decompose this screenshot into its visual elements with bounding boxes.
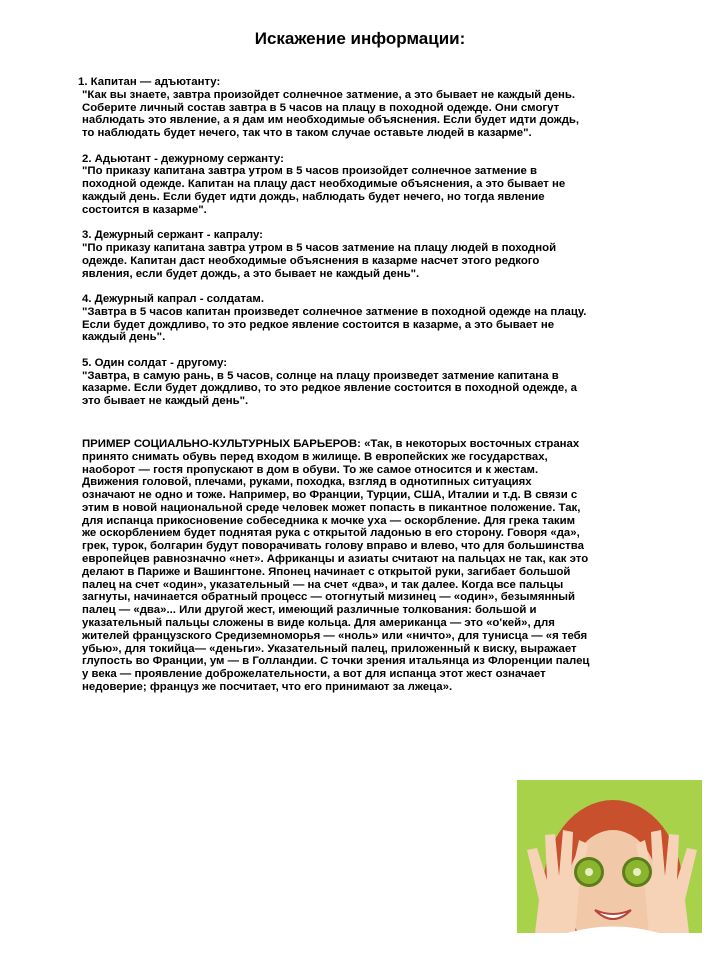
item-heading: 1. Капитан — адъютанту: xyxy=(78,76,221,88)
page-title: Искажение информации: xyxy=(254,29,466,48)
item-quote: "Завтра, в самую рань, в 5 часов, солнце на плацу произведет затмение капитана в казарме. Если будет дождливо, то это редкое явление состоится в походной одежде, а это бывает не каждый день". xyxy=(82,369,577,408)
item-quote: "Как вы знаете, завтра произойдет солнечное затмение, а это бывает не каждый день. Соберите личный состав завтра в 5 часов на плацу в походной одежде. Они смогут наблюдать это явление, а я дам им необходимые объяснения. Если будет идти дождь, то наблюдать будет нечего, так что в таком случае оставьте людей в казарме". xyxy=(82,88,580,140)
list-item xyxy=(82,229,682,280)
item-heading: 3. Дежурный сержант - капралу: xyxy=(82,229,263,242)
list-item xyxy=(82,293,682,344)
list-item xyxy=(82,153,682,217)
item-heading: 5. Один солдат - другому: xyxy=(82,356,228,369)
document-body xyxy=(78,76,682,694)
item-heading: 4. Дежурный капрал - солдатам. xyxy=(82,292,264,305)
item-quote: "Завтра в 5 часов капитан произведет солнечное затмение в походной одежде на плацу. Если будет дождливо, то это редкое явление состоится в казарме, а это бывает не каждый день". xyxy=(82,305,587,344)
item-heading: 2. Адьютант - дежурному сержанту: xyxy=(82,152,284,165)
list-item xyxy=(78,76,682,140)
woman-kiwi-eyes-photo xyxy=(517,780,702,933)
list-item xyxy=(82,357,682,408)
item-quote: "По приказу капитана завтра утром в 5 часов произойдет солнечное затмение в походной одежде. Капитан на плацу даст необходимые объяснения, а это бывает не каждый день. Если будет идти дождь, наблюдать будет нечего, но тогда явление состоится в казарме". xyxy=(82,165,566,216)
item-quote: "По приказу капитана завтра утром в 5 часов затмение на плацу людей в походной одежде. Капитан даст необходимые объяснения в казарме насчет этого редкого явления, если будет дождь, а это бывает не каждый день". xyxy=(82,241,557,280)
barriers-paragraph: ПРИМЕР СОЦИАЛЬНО-КУЛЬТУРНЫХ БАРЬЕРОВ: «Так, в некоторых восточных странах принято снимать обувь перед входом в жилище. В европейских же государствах, наоборот — гостя пропускают в дом в обуви. То же самое относится и к жестам. Движения головой, плечами, руками, походка, взгляд в однотипных ситуациях означают не одно и тоже. Например, во Франции, Турции, США, Италии и т.д. В связи с этим в новой национальной среде человек может попасть в пикантное положение. Так, для испанца прикосновение собеседника к мочке уха — оскорбление. Для грека таким же оскорблением будет поднятая рука с открытой ладонью в его сторону. Говоря «да», грек, турок, болгарин будут поворачивать голову вправо и влево, что для большинства европейцев равнозначно «нет». Африканцы и азиаты считают на пальцах не так, как это делают в Париже и Вашингтоне. Японец начинает с открытой руки, загибает большой палец на счет «один», указательный — на счет «два», и так далее. Когда все пальцы загнуты, начинается обратный процесс — отогнутый мизинец — «один», безымянный палец — «два»... Или другой жест, имеющий различные толкования: большой и указательный пальцы сложены в виде кольца. Для американца — это «о'кей», для жителей французского Средиземноморья — «ноль» или «ничто», для тунисца — «я тебя убью», для токийца— «деньги». Указательный палец, приложенный к виску, выражает глупость во Франции, ум — в Голландии. С точки зрения итальянца из Флоренции палец у века — проявление доброжелательности, а вот для испанца этот жест означает недоверие; француз же посчитает, что его принимают за лжеца». xyxy=(82,437,590,694)
